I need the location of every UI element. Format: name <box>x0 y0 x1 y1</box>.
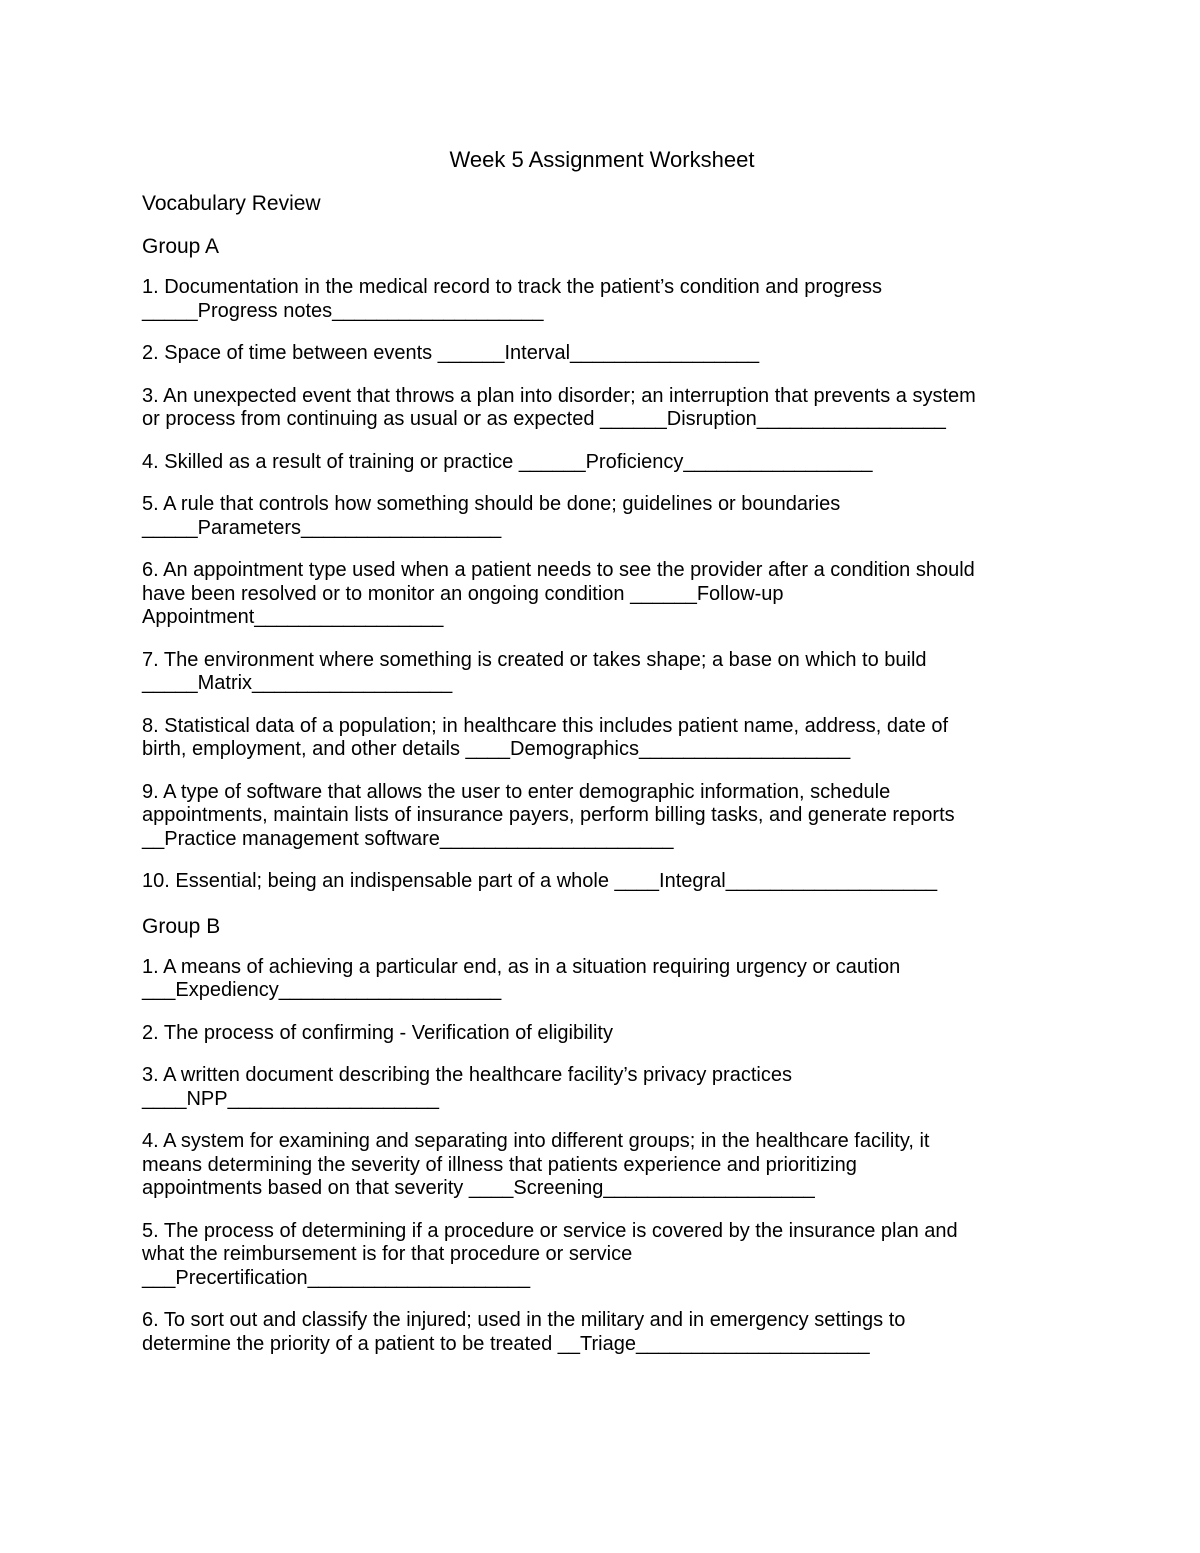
list-item: 6. To sort out and classify the injured; used in the military and in emergency settings to determine the priority of a patient to be treated __Triage_____________________ <box>142 1309 906 1355</box>
group-b-list <box>142 956 1062 1357</box>
list-item: 5. A rule that controls how something should be done; guidelines or boundaries _____Parameters__________________ <box>142 493 841 539</box>
list-item: 5. The process of determining if a procedure or service is covered by the insurance plan and what the reimbursement is for that procedure or service ___Precertification____________________ <box>142 1219 958 1289</box>
worksheet-page <box>142 146 1062 1375</box>
list-item: 4. Skilled as a result of training or practice ______Proficiency_________________ <box>142 450 873 473</box>
list-item: 2. The process of confirming - Verification of eligibility <box>142 1021 613 1044</box>
group-a-heading: Group A <box>142 235 220 258</box>
group-b-heading: Group B <box>142 914 221 938</box>
list-item: 3. An unexpected event that throws a plan into disorder; an interruption that prevents a system or process from continuing as usual or as expected ______Disruption_________________ <box>142 384 976 430</box>
list-item: 2. Space of time between events ______Interval_________________ <box>142 342 760 364</box>
list-item: 1. A means of achieving a particular end, as in a situation requiring urgency or caution ___Expediency____________________ <box>142 955 901 1001</box>
page-title: Week 5 Assignment Worksheet <box>449 147 755 172</box>
list-item: 9. A type of software that allows the user to enter demographic information, schedule appointments, maintain lists of insurance payers, perform billing tasks, and generate reports __Practice management software_____________________ <box>142 780 955 850</box>
list-item: 7. The environment where something is created or takes shape; a base on which to build _____Matrix__________________ <box>142 648 927 694</box>
list-item: 8. Statistical data of a population; in healthcare this includes patient name, address, date of birth, employment, and other details ____Demographics___________________ <box>142 714 949 760</box>
section-heading: Vocabulary Review <box>142 192 321 215</box>
list-item: 1. Documentation in the medical record to track the patient’s condition and progress _____Progress notes___________________ <box>142 276 883 322</box>
list-item: 6. An appointment type used when a patient needs to see the provider after a condition should have been resolved or to monitor an ongoing condition ______Follow-up Appointment_________________ <box>142 559 975 628</box>
list-item: 10. Essential; being an indispensable part of a whole ____Integral___________________ <box>142 870 938 892</box>
group-a-list <box>142 276 1062 894</box>
list-item: 4. A system for examining and separating into different groups; in the healthcare facility, it means determining the severity of illness that patients experience and prioritizing appointments based on that severity ____Screening___________________ <box>142 1130 930 1199</box>
list-item: 3. A written document describing the healthcare facility’s privacy practices ____NPP___________________ <box>142 1064 792 1110</box>
